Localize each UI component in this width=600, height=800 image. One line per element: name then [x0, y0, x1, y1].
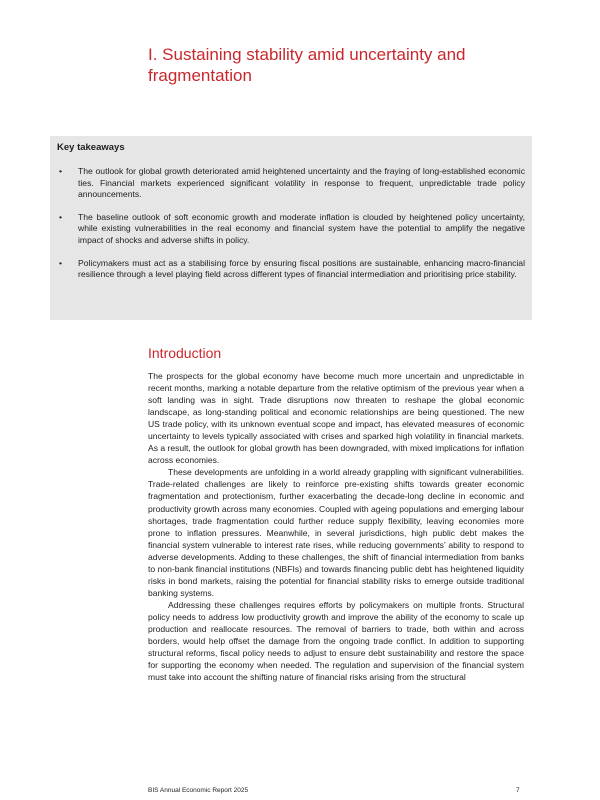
- bullet-icon: •: [59, 257, 63, 268]
- footer-report-name: BIS Annual Economic Report 2025: [148, 787, 249, 794]
- key-takeaways-list: [57, 166, 525, 281]
- key-takeaways-box: [50, 136, 532, 320]
- chapter-title: I. Sustaining stability amid uncertainty and fragmentation: [148, 45, 466, 85]
- bullet-icon: •: [59, 211, 63, 222]
- takeaway-text: Policymakers must act as a stabilising force by ensuring fiscal positions are sustainable, enhancing macro-financial resilience through a level playing field across different types of financial intermediation and prioritising price stability.: [78, 257, 525, 280]
- bullet-icon: •: [59, 166, 63, 176]
- takeaway-item: [57, 212, 525, 247]
- introduction-body: [148, 370, 524, 683]
- takeaway-text: The outlook for global growth deteriorated amid heightened uncertainty and the fraying of long-established economic ties. Financial markets experienced significant volatility in response to frequent, unpredictable trade policy announcements.: [78, 166, 525, 200]
- body-paragraph: The prospects for the global economy have become much more uncertain and unpredictable in recent months, marking a notable departure from the relative optimism of the previous year when a soft landing was in sight. Trade disruptions now threaten to reshape the global economic landscape, as long-standing political and economic relationships are being questioned. The new US trade policy, with its unknown eventual scope and impact, has elevated measures of economic uncertainty to levels typically associated with crises and sparked high volatility in financial markets. As a result, the outlook for global growth has been downgraded, with mixed implications for inflation across economies.: [148, 371, 524, 466]
- takeaway-item: [57, 166, 525, 201]
- body-paragraph: Addressing these challenges requires efforts by policymakers on multiple fronts. Structural policy needs to address low productivity growth and improve the ability of the economy to scale up production and reallocate resources. The removal of barriers to trade, both within and across borders, would help offset the damage from the ongoing trade conflict. In addition to supporting structural reforms, fiscal policy needs to adjust to ensure debt sustainability and restore the space for supporting the economy when needed. The regulation and supervision of the financial system must take into account the shifting nature of financial risks arising from the structural: [148, 599, 524, 683]
- footer-page-number: 7: [516, 787, 520, 794]
- takeaway-item: [57, 258, 525, 281]
- introduction-heading: Introduction: [148, 345, 222, 361]
- key-takeaways-heading: Key takeaways: [57, 142, 125, 153]
- takeaway-text: The baseline outlook of soft economic growth and moderate inflation is clouded by heightened policy uncertainty, while existing vulnerabilities in the real economy and financial system have the potential to amplify the negative impact of shocks and adverse shifts in policy.: [78, 211, 525, 245]
- body-paragraph: These developments are unfolding in a world already grappling with significant vulnerabilities. Trade-related challenges are likely to reinforce pre-existing shifts towards greater economic fragmentation and protectionism, further exacerbating the decade-long decline in economic and productivity growth across many economies. Coupled with ageing populations and emerging labour shortages, trade fragmentation could further reduce supply flexibility, leaving economies more prone to inflation pressures. Meanwhile, in several jurisdictions, high public debt makes the financial system vulnerable to interest rate rises, while reducing governments’ ability to respond to adverse developments. Adding to these challenges, the shift of financial intermediation from banks to non-bank financial institutions (NBFIs) and towards financing public debt has heightened liquidity risks in bond markets, raising the potential for financial stability risks to emerge outside traditional banking systems.: [148, 467, 524, 598]
